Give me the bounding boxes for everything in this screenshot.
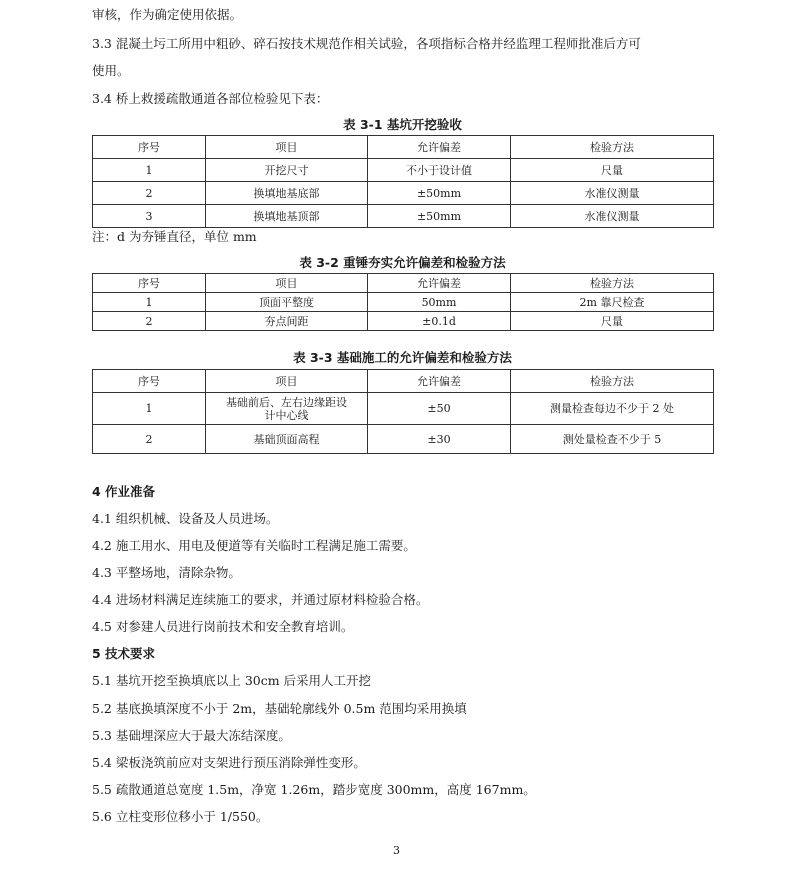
table-cell: 尺量 xyxy=(511,312,714,331)
table-3-2 xyxy=(92,273,714,331)
table-cell: 开挖尺寸 xyxy=(206,159,368,182)
header-cell: 序号 xyxy=(93,370,206,393)
table-3-2-caption: 表 3-2 重锤夯实允许偏差和检验方法 xyxy=(299,255,506,270)
table-row xyxy=(93,393,714,425)
table-cell: 2 xyxy=(93,312,206,331)
section-4-item: 4.1 组织机械、设备及人员进场。 xyxy=(92,511,279,526)
table-row xyxy=(93,159,714,182)
table-cell: 基础前后、左右边缘距设计中心线 xyxy=(206,393,368,425)
header-cell: 项目 xyxy=(206,274,368,293)
table-cell: 50mm xyxy=(368,293,511,312)
section-4-item: 4.2 施工用水、用电及便道等有关临时工程满足施工需要。 xyxy=(92,538,416,553)
table-cell: 1 xyxy=(93,293,206,312)
header-cell: 项目 xyxy=(206,136,368,159)
page-number: 3 xyxy=(393,844,400,857)
section-4-item: 4.4 进场材料满足连续施工的要求，并通过原材料检验合格。 xyxy=(92,592,429,607)
table-row xyxy=(93,293,714,312)
table-cell: 夯点间距 xyxy=(206,312,368,331)
header-cell: 允许偏差 xyxy=(368,136,511,159)
intro-line-1: 审核，作为确定使用依据。 xyxy=(92,7,243,22)
table-cell: 尺量 xyxy=(511,159,714,182)
table-cell: ±50mm xyxy=(368,205,511,228)
table-cell: 水准仪测量 xyxy=(511,182,714,205)
table-3-3-caption: 表 3-3 基础施工的允许偏差和检验方法 xyxy=(293,350,512,365)
table-cell: 不小于设计值 xyxy=(368,159,511,182)
intro-line-4: 3.4 桥上救援疏散通道各部位检验见下表： xyxy=(92,91,329,106)
table-3-1 xyxy=(92,135,714,228)
intro-line-3: 使用。 xyxy=(92,63,130,78)
section-5-item: 5.6 立柱变形位移小于 1/550。 xyxy=(92,809,269,824)
header-cell: 项目 xyxy=(206,370,368,393)
section-5-heading: 5 技术要求 xyxy=(92,646,156,661)
header-cell: 序号 xyxy=(93,274,206,293)
section-5-item: 5.2 基底换填深度不小于 2m，基础轮廓线外 0.5m 范围均采用换填 xyxy=(92,701,467,716)
table-3-1-caption: 表 3-1 基坑开挖验收 xyxy=(343,117,462,132)
table-header-row xyxy=(93,136,714,159)
table-cell: ±30 xyxy=(368,425,511,454)
table-cell: 换填地基顶部 xyxy=(206,205,368,228)
table-cell: 3 xyxy=(93,205,206,228)
table-cell: 2 xyxy=(93,425,206,454)
table-cell: ±50mm xyxy=(368,182,511,205)
section-4-item: 4.5 对参建人员进行岗前技术和安全教育培训。 xyxy=(92,619,354,634)
table-row xyxy=(93,425,714,454)
table-cell: 2 xyxy=(93,182,206,205)
table-cell: ±50 xyxy=(368,393,511,425)
table-cell: 1 xyxy=(93,159,206,182)
table-cell: 顶面平整度 xyxy=(206,293,368,312)
header-cell: 允许偏差 xyxy=(368,274,511,293)
section-4-item: 4.3 平整场地，清除杂物。 xyxy=(92,565,241,580)
table-row xyxy=(93,312,714,331)
table-3-1-note: 注：d 为夯锤直径，单位 mm xyxy=(92,229,257,244)
header-cell: 检验方法 xyxy=(511,370,714,393)
section-5-item: 5.5 疏散通道总宽度 1.5m，净宽 1.26m，踏步宽度 300mm，高度 167mm。 xyxy=(92,782,536,797)
table-header-row xyxy=(93,370,714,393)
header-cell: 允许偏差 xyxy=(368,370,511,393)
table-cell: ±0.1d xyxy=(368,312,511,331)
table-3-3 xyxy=(92,369,714,454)
table-cell: 测处量检查不少于 5 xyxy=(511,425,714,454)
table-row xyxy=(93,182,714,205)
section-5-item: 5.1 基坑开挖至换填底以上 30cm 后采用人工开挖 xyxy=(92,673,372,688)
table-cell: 基础顶面高程 xyxy=(206,425,368,454)
header-cell: 序号 xyxy=(93,136,206,159)
table-cell: 2m 靠尺检查 xyxy=(511,293,714,312)
table-row xyxy=(93,205,714,228)
table-cell: 水准仪测量 xyxy=(511,205,714,228)
intro-line-2: 3.3 混凝土圬工所用中粗砂、碎石按技术规范作相关试验，各项指标合格并经监理工程师批准后方可 xyxy=(92,36,641,51)
table-header-row xyxy=(93,274,714,293)
table-cell: 1 xyxy=(93,393,206,425)
section-5-item: 5.4 梁板浇筑前应对支架进行预压消除弹性变形。 xyxy=(92,755,366,770)
section-4-heading: 4 作业准备 xyxy=(92,484,156,499)
table-cell: 测量检查每边不少于 2 处 xyxy=(511,393,714,425)
section-5-item: 5.3 基础埋深应大于最大冻结深度。 xyxy=(92,728,291,743)
header-cell: 检验方法 xyxy=(511,274,714,293)
header-cell: 检验方法 xyxy=(511,136,714,159)
table-cell: 换填地基底部 xyxy=(206,182,368,205)
